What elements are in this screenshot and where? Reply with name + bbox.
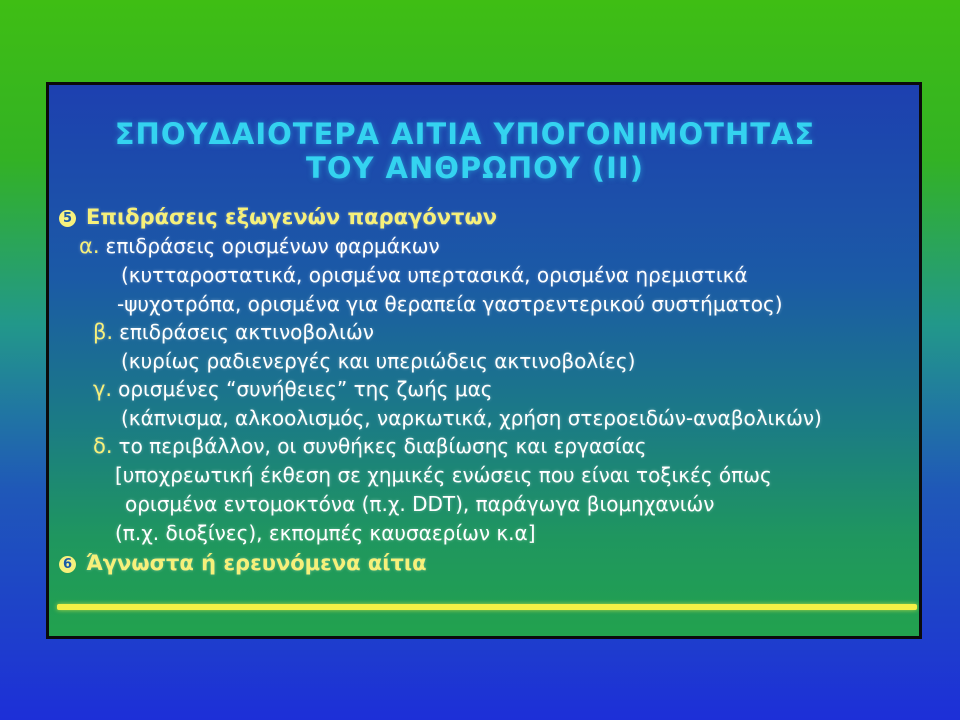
item-a-detail-1: (κυτταροστατικά, ορισμένα υπερτασικά, ορισμένα ηρεμιστικά [121, 263, 748, 287]
item-a-detail-2: -ψυχοτρόπα, ορισμένα για θεραπεία γαστρεντερικού συστήματος) [117, 292, 783, 316]
section-5-heading [59, 205, 497, 229]
item-c-letter: γ. [93, 377, 113, 401]
item-d-detail-2: ορισμένα εντομοκτόνα (π.χ. DDT), παράγωγα βιομηχανιών [125, 492, 715, 516]
item-a-text: επιδράσεις ορισμένων φαρμάκων [105, 234, 440, 258]
item-b-text: επιδράσεις ακτινοβολιών [119, 320, 374, 344]
bottom-divider [57, 604, 917, 610]
item-a-letter: α. [79, 234, 100, 258]
item-b [93, 320, 374, 344]
slide-title-line1: ΣΠΟΥΔΑΙΟΤΕΡΑ ΑΙΤΙΑ ΥΠΟΓΟΝΙΜΟΤΗΤΑΣ [114, 117, 816, 151]
section-5-heading-text: Επιδράσεις εξωγενών παραγόντων [86, 205, 498, 229]
item-d-detail-1: [υποχρεωτική έκθεση σε χημικές ενώσεις που είναι τοξικές όπως [115, 463, 772, 487]
item-d-text: το περιβάλλον, οι συνθήκες διαβίωσης και εργασίας [118, 434, 647, 458]
section-6-heading [59, 551, 427, 575]
item-c-text: ορισμένες “συνήθειες” της ζωής μας [118, 377, 493, 401]
item-d [93, 434, 647, 458]
item-d-detail-3: (π.χ. διοξίνες), εκπομπές καυσαερίων κ.α] [115, 521, 536, 545]
number-5-badge-icon: 5 [59, 210, 76, 227]
item-b-detail-1: (κυρίως ραδιενεργές και υπεριώδεις ακτινοβολίες) [121, 349, 636, 373]
item-c [93, 377, 493, 401]
item-a [79, 234, 440, 258]
number-6-badge-icon: 6 [59, 556, 76, 573]
item-b-letter: β. [93, 320, 114, 344]
slide-title-line2: ΤΟΥ ΑΝΘΡΩΠΟΥ (ΙΙ) [306, 151, 644, 185]
slide-panel [46, 82, 922, 639]
section-6-heading-text: Άγνωστα ή ερευνόμενα αίτια [86, 551, 427, 575]
item-d-letter: δ. [93, 434, 113, 458]
item-c-detail-1: (κάπνισμα, αλκοολισμός, ναρκωτικά, χρήση στεροειδών-αναβολικών) [121, 406, 822, 430]
